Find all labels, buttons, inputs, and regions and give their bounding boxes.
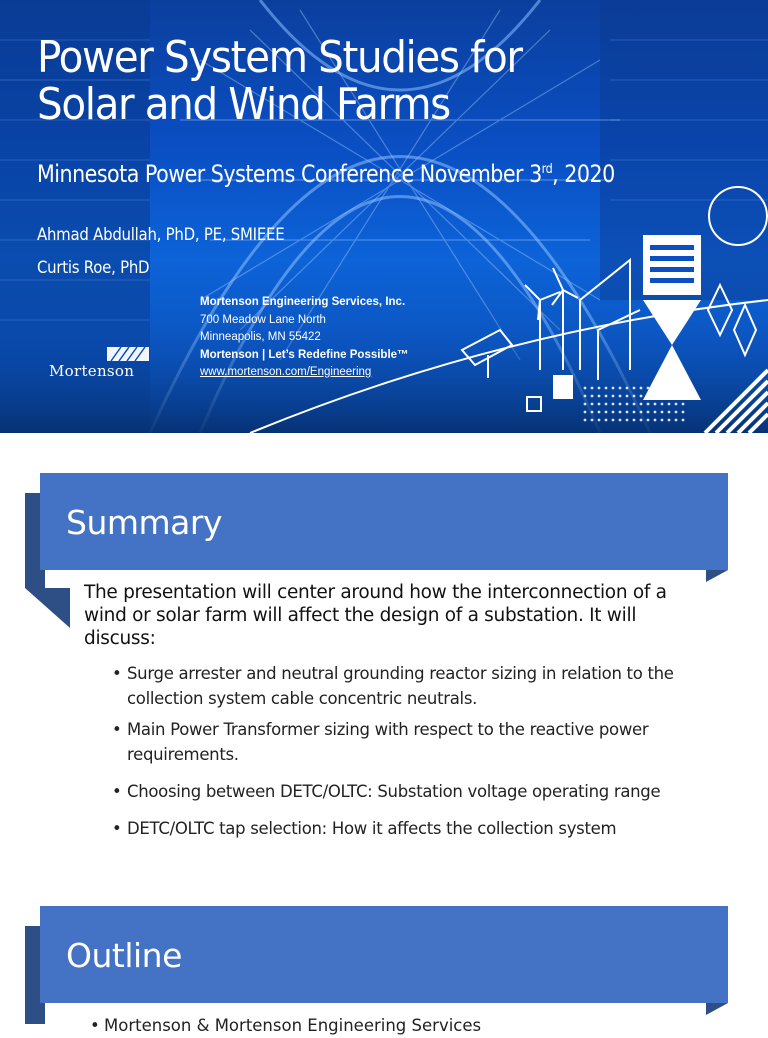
company-website-link[interactable]: www.mortenson.com/Engineering <box>200 366 372 378</box>
company-address-line1: 700 Meadow Lane North <box>200 313 326 326</box>
banner-left-fold <box>25 588 70 628</box>
company-tagline: Mortenson | Let’s Redefine Possible™ <box>200 348 409 361</box>
outline-slide <box>0 893 768 1035</box>
summary-banner <box>40 473 728 570</box>
company-block <box>200 294 409 382</box>
outline-banner <box>40 906 728 1003</box>
subtitle-ordinal: rd <box>541 162 553 177</box>
subtitle-year: , 2020 <box>552 160 615 188</box>
company-address-line2: Minneapolis, MN 55422 <box>200 331 321 343</box>
company-name: Mortenson Engineering Services, Inc. <box>200 296 406 308</box>
author-2: Curtis Roe, PhD <box>37 258 150 278</box>
banner-right-fold <box>706 570 728 582</box>
author-1: Ahmad Abdullah, PhD, PE, SMIEEE <box>37 225 285 245</box>
outline-heading: Outline <box>66 936 182 975</box>
list-item: • Mortenson & Mortenson Engineering Services <box>90 1013 481 1038</box>
list-item: • Choosing between DETC/OLTC: Substation voltage operating range <box>112 779 712 804</box>
summary-heading: Summary <box>66 503 222 542</box>
presentation-title: Power System Studies for Solar and Wind Farms <box>37 32 522 130</box>
subtitle-main: Minnesota Power Systems Conference November 3 <box>37 160 542 188</box>
summary-intro: The presentation will center around how the interconnection of a wind or solar farm will affect the design of a substation. It will discuss: <box>84 582 667 649</box>
banner-right-fold <box>706 1003 728 1015</box>
title-slide <box>0 0 768 433</box>
outline-bullet-list <box>90 1013 481 1038</box>
conference-subtitle <box>37 160 615 188</box>
summary-bullet-list <box>112 661 712 847</box>
list-item: • Main Power Transformer sizing with respect to the reactive power requirements. <box>112 717 712 767</box>
summary-slide <box>0 433 768 893</box>
list-item: • Surge arrester and neutral grounding reactor sizing in relation to the collection system cable concentric neutrals. <box>112 661 712 711</box>
logo-wordmark: Mortenson <box>49 362 135 380</box>
list-item: • DETC/OLTC tap selection: How it affects the collection system <box>112 816 712 841</box>
